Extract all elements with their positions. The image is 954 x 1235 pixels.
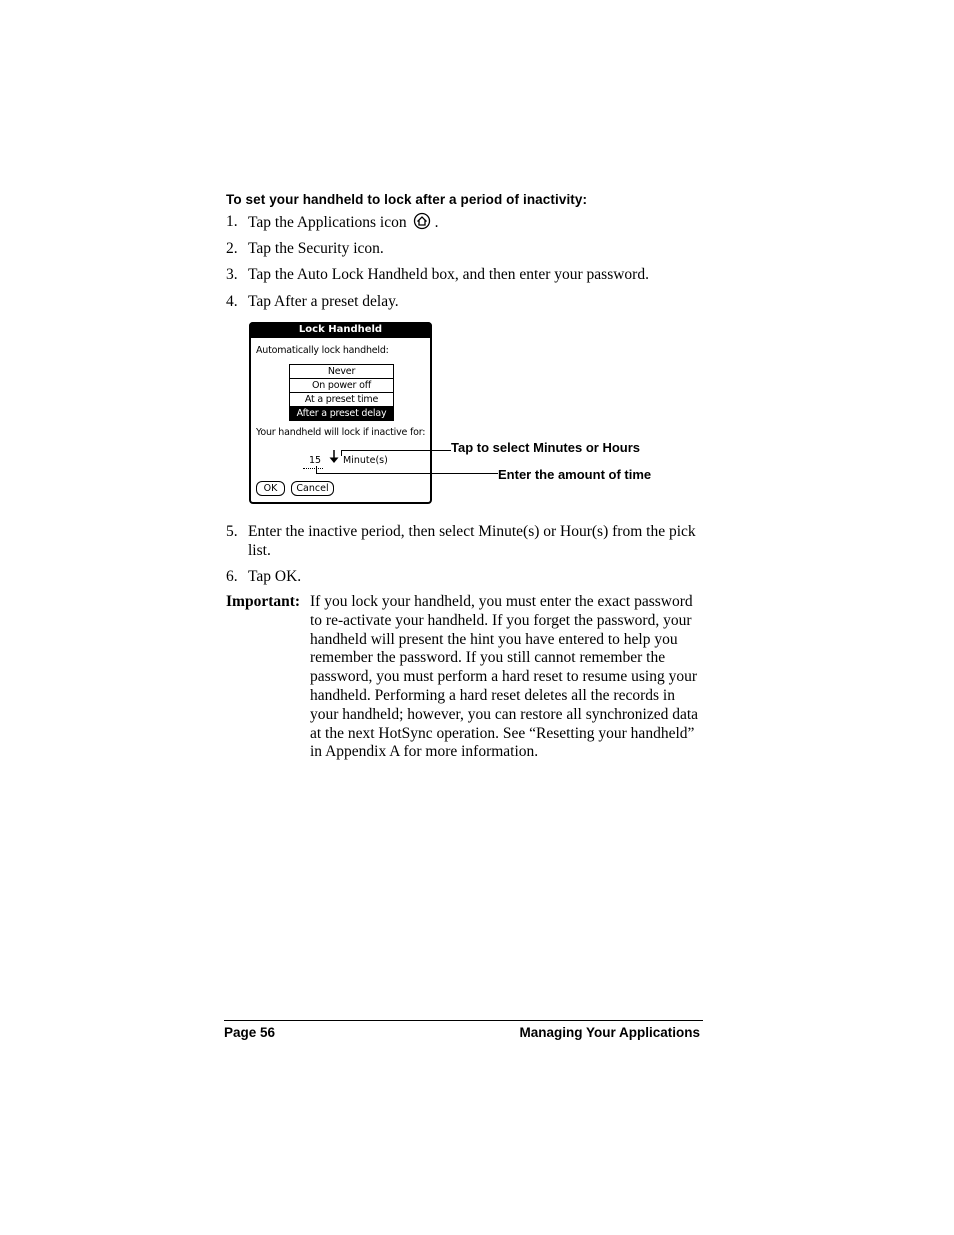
lock-options-list [289,364,394,421]
down-arrow-icon[interactable] [328,449,340,468]
callout-line-unit-tick [341,450,342,456]
option-after-preset-delay[interactable]: After a preset delay [290,407,393,420]
option-at-preset-time[interactable]: At a preset time [290,393,393,407]
step-text: Enter the inactive period, then select Minute(s) or Hour(s) from the pick list. [248,523,696,559]
step-number: 1. [226,213,238,230]
step-number: 2. [226,240,238,257]
step-text: Tap the Security icon. [248,240,384,257]
step-text-part: . [434,214,439,231]
section-title: Managing Your Applications [519,1025,700,1040]
step-text-part: Tap the Applications icon [248,214,407,231]
option-on-power-off[interactable]: On power off [290,379,393,393]
amount-underline [303,468,323,469]
step-number: 5. [226,523,238,540]
procedure-heading: To set your handheld to lock after a period of inactivity: [226,192,588,207]
callout-amount: Enter the amount of time [498,467,652,482]
callout-line-amount [316,473,498,474]
step-text: Tap After a preset delay. [248,293,399,310]
callout-minutes-hours: Tap to select Minutes or Hours [451,440,641,455]
amount-field[interactable]: 15 [309,455,322,466]
step-text: Tap the Auto Lock Handheld box, and then enter your password. [248,266,649,283]
step-text [248,212,704,235]
cancel-button[interactable]: Cancel [291,481,334,496]
callout-line-amount-tick [316,466,317,474]
important-label: Important: [226,593,301,610]
page-number: Page 56 [224,1025,276,1040]
step-number: 3. [226,266,238,283]
step-number: 4. [226,293,238,310]
option-never[interactable]: Never [290,365,393,379]
footer-rule [224,1020,703,1021]
callout-line-unit [341,450,451,451]
important-text: If you lock your handheld, you must enter the exact password to re-activate your handheld. If you forget the password, your handheld will present the hint you have entered to help you remember the password. If you still cannot remember the password, you must perform a hard reset to resume using your handheld. Performing a hard reset deletes all the records in your handheld; however, you can restore all synchronized data at the next HotSync operation. See “Resetting your handheld” in Appendix A for more information. [310,593,699,761]
ok-button[interactable]: OK [256,481,285,496]
lock-handheld-dialog [249,322,432,504]
step-number: 6. [226,568,238,585]
dialog-title: Lock Handheld [249,322,432,338]
step-text: Tap OK. [248,568,302,585]
unit-picker[interactable]: Minute(s) [343,455,388,466]
applications-home-icon [413,212,431,235]
auto-lock-prompt: Automatically lock handheld: [256,345,389,356]
inactive-label: Your handheld will lock if inactive for: [256,427,426,438]
